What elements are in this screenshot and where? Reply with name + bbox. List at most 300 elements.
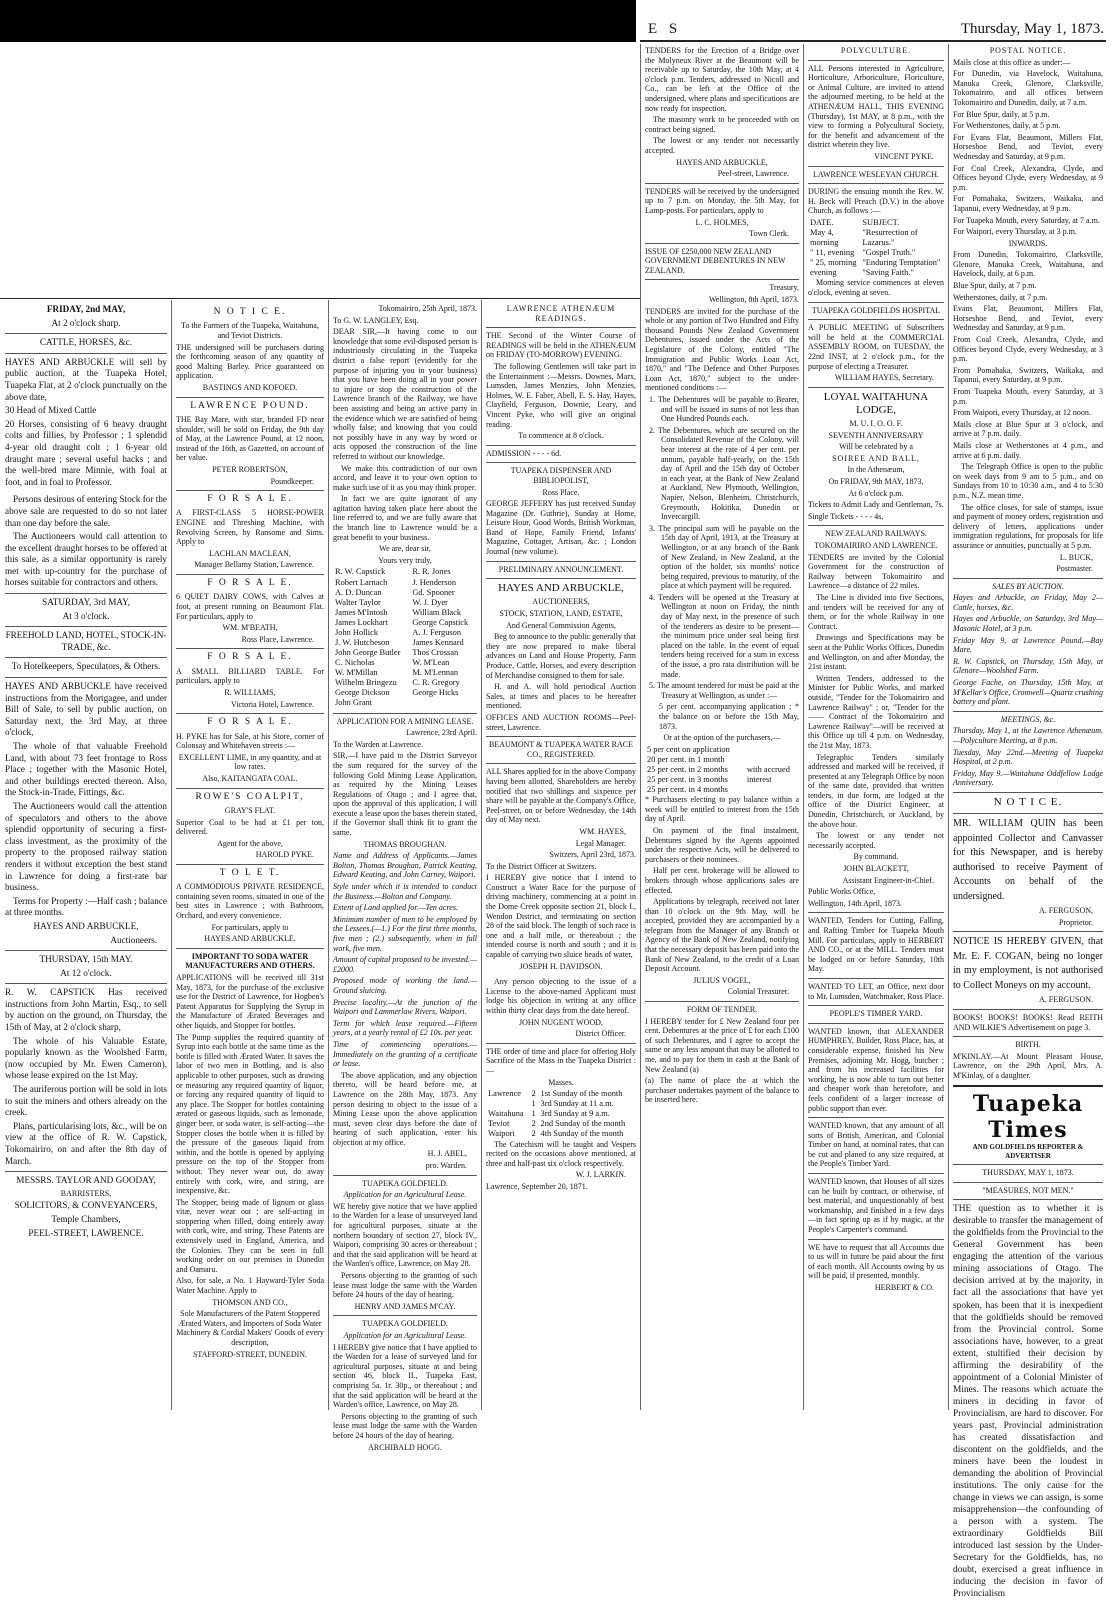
signature: THOMSON AND CO., [212,1297,288,1307]
notice-subheading: Application for an Agricultural Lease. [343,1330,467,1340]
dateline: Treasury, [769,283,799,293]
paragraph: THE Bay Mare, with star, branded FD near shoulder, will be sold on Friday, the 9th day of May, at the Lawrence Pound, at 12 noon, instead of the 16th, as Gazetted, on account of her value. [176,414,324,463]
signature: THOMAS BROUGHAN. [363,839,447,849]
paragraph: I HEREBY give notice that I intend to Construct a Water Race for the purpose of driving machinery, commencing at a point in the Dome Creek opposite section 21, block I., Wendon District, and terminating on section 28 of the said block. The length of such race is one and a half mile, or thereabout ; the intended course is north and south ; and it is capable of carrying two sluice heads of water, [486,873,636,960]
dateline: Tokomairiro, 25th April, 1873. [378,304,477,313]
table-cell: May 4, morning [810,227,839,248]
paragraph: 5 per cent. accompanying application ; * the balance on or before the 15th May, 1873. [659,702,799,731]
paragraph: The Pump supplies the required quantity of Syrup into each bottle at the same time as the bottle is filled with Ærated Water. It saves the labor of two men in Bottling, and is also applicable to other purposes, such as drawing or measuring any required quantity of liquor, or forcing any required quantity of liquid to any place. The Stopper for bottles containing ærated or gaseous liquids, such as lemonade, ginger beer, or soda water, is self-acting—the Stopper closes the bottle when it is filled by the pressure of the gaseous liquid from within, and the bottle is opened by applying pressure on the top of the Stopper from without. They never wear out, do away entirely with cork, wire, and string, are inexpensive, &c. [176,1032,324,1196]
firm-line: Temple Chambers, [51,1213,121,1224]
table-cell: R. R. Jones [412,567,451,577]
table-row [645,765,799,775]
table-cell: " 11, evening [810,248,855,258]
paragraph: A COMMODIOUS PRIVATE RESIDENCE, containing seven rooms, situated in one of the best sites in Lawrence ; with Bathroom, Orchard, and every convenience. [176,882,324,921]
paragraph: Extent of Land applied for.—Ten acres. [333,903,458,913]
signature-title: Assistant Engineer-in-Chief. [842,875,934,885]
notice-heading: F O R S A L E. [207,652,293,663]
paragraph: In fact we are quite ignorant of any agitation having taken place here about the line referred to, and we are fully aware that the branch line to Lawrence would be a great benefit to your business. [333,494,477,542]
signature: H. J. ABEL, [427,1149,467,1159]
paragraph: 6 QUIET DAIRY COWS, with Calves at foot, at present running on Beaumont Flat. For particulars, apply to [176,592,324,621]
paragraph: WANTED known, that any amount of all sorts of British, American, and Colonial Timber on hand, at nominal rates, that can be cut and planed to any size required, at the People's Timber Yard. [808,1121,944,1169]
conditions-list [645,395,799,700]
paragraph: WANTED known, that Houses of all sizes can be built by contract, or otherwise, of best material, and unquestionably of best workmanship, and finished in a few days—in fact spring up as if by magic, at the People's Carpenter's command. [808,1177,944,1235]
table-row [645,755,799,765]
signature: JOHN NUGENT WOOD, [519,1017,603,1027]
paragraph: The Auctioneers would call attention to the excellent draught horses to be offered at this sale, as a similar opportunity is rarely met with up-country for the purchase of horses suitable for contractors and others. [5,531,167,588]
list-item: For Dunedin, via Havelock, Waitahuna, Manuka Creek, Glenore, Clarksville, Tokomairiro, and all offices between Tokomairiro and Dunedin, daily, at 7 a.m. [953,69,1103,107]
signature-title: Manager Bellamy Station, Lawrence. [194,560,314,570]
table-cell: "Gospel Truth." [862,248,916,258]
signature: LACHLAN MACLEAN, [209,548,291,558]
notice-heading: APPLICATION FOR A MINING LEASE. [336,716,474,726]
paragraph: Superior Coal to be had at £1 per ton, delivered. [176,817,324,837]
signature: VINCENT PYKE. [874,151,934,161]
column-rule [640,44,641,1410]
table-cell: R. W. Capstick [335,567,386,577]
closing: Yours very truly, [378,555,432,565]
table-row [645,785,799,795]
newspaper-date: THURSDAY, MAY 1, 1873. [982,1168,1074,1178]
table-cell: William Black [412,607,462,617]
signature: L. C. HOLMES, [695,217,749,227]
table-cell: James Kennard [412,637,464,647]
table-row [333,658,477,668]
list-item: For Wetherstones, daily, at 5 p.m. [953,121,1061,131]
paragraph: On payment of the final instalment, Debentures signed by the Agents appointed under the respective Acts, will be delivered to purchasers or their nominees. [645,825,799,864]
notice-heading: PRELIMINARY ANNOUNCEMENT. [498,564,624,574]
list-item: Thursday, May 1, at the Lawrence Athenæum.—Polyculture Meeting, at 8 p.m. [953,726,1103,745]
paragraph: The Catechism will be taught and Vespers recited on the occasions above mentioned, at three and half-past six o'clock respectively. [486,1139,636,1168]
notice-heading: NEW ZEALAND RAILWAYS. [825,529,927,539]
addressee: To the Warden at Lawrence. [333,739,423,749]
list-item: For Blue Spur, daily, at 5 p.m. [953,109,1050,119]
sale-time: At 3 o'clock. [62,610,110,621]
signature-address: Wellington, 14th April, 1873. [808,898,903,908]
table-row [333,668,477,678]
paragraph: OFFICES AND AUCTION ROOMS—Peel-street, Lawrence. [486,712,636,732]
table-cell: 2nd Sunday of the month [540,1119,626,1129]
list-item: For Evans Flat, Beaumont, Millers Flat, Horseshoe Bend, and Teviot, every Wednesday and Saturday, at 9 p.m. [953,132,1103,161]
table-row [808,248,944,258]
table-row [486,1119,636,1129]
table-cell: John Grant [335,698,372,708]
signature: JULIUS VOGEL, [693,975,751,985]
paragraph: TENDERS for the Erection of a Bridge over the Molyneux River at the Beaumont will be receivable up to Saturday, the 10th May, at 4 o'clock p.m. Tenders, addressed to Nicoll and Co., can be left at the Office of the undersigned, where plans and specifications are now ready for inspection. [645,46,799,113]
paragraph: Minimum number of men to be employed by the Lessees.(—1.) For the first three months, five men ; (2.) subsequently, when in full work, five men. [333,914,477,953]
table-row [333,618,477,628]
paragraph: At 6 o'clock p.m. [848,488,904,498]
dateline: Wellington, 8th April, 1873. [708,295,799,305]
signature-address: Public Works Office, [808,887,876,897]
paragraph: The whole of that valuable Freehold Land, with about 73 feet frontage to Ross Place ; together with the Masonic Hotel, and other buildings erected thereon. Also, the Stock-in-Trade, Fittings, &c. [5,741,167,798]
sale-date: FRIDAY, 2nd MAY, [46,304,126,314]
notice-heading: PEOPLE'S TIMBER YARD. [829,1009,923,1019]
table-row [486,1129,636,1139]
paragraph: Or at the option of the purchasers,— [663,733,781,743]
notice-subheading: GRAY'S FLAT. [224,805,276,815]
firm-line: And General Commission Agents, [506,620,616,630]
signature-title: Town Clerk. [749,229,789,239]
signature-title: pro. Warden. [425,1161,467,1171]
firm-line: BARRISTERS, [60,1188,112,1198]
column-6 [805,46,947,1412]
notice-heading: BEAUMONT & TUAPEKA WATER RACE CO., REGISTERED. [488,740,633,759]
table-cell: W. M'Lean [412,658,450,668]
table-cell: A. D. Duncan [335,587,382,597]
newspaper-motto: "MEASURES, NOT MEN." [982,1185,1074,1195]
paragraph: MR. WILLIAM QUIN has been appointed Collector and Canvasser for this Newspaper, and is hereby authorised to receive Payment of Accounts on behalf of the undersigned. [953,818,1103,902]
table-cell: 20 per cent. in 1 month [647,754,725,764]
paragraph: The above application, and any objection thereto, will be heard before me, at Lawrence on the 28th May, 1873. Any person desiring to object to the issue of a Mining Lease upon the above application must, seven clear days before the date of hearing of such application, enter his objection at my office. [333,1070,477,1147]
addressee: To G. W. LANGLEY, Esq. [333,315,419,325]
paragraph: M'KINLAY.—At Mount Pleasant House, Lawrence, on the 29th April, Mrs. A. M'Kinlay, of a daughter. [953,1051,1103,1080]
table-cell: Lawrence [488,1089,522,1099]
paragraph: Persons desirous of entering Stock for the above sale are requested to do so not later than one day before the sale. [5,494,167,528]
list-item: For Tuapeka Mouth, every Saturday, at 7 a.m. [953,215,1100,225]
table-row [808,258,944,268]
table-cell: C. R. Gregory [412,678,460,688]
table-cell: 25 per cent. in 4 months [647,785,728,795]
signature-title: Victoria Hotel, Lawrence. [230,699,314,709]
table-cell: George Dickson [335,688,390,698]
paragraph: Persons objecting to the granting of such lease must lodge the same with the Warden before 24 hours of the day of hearing. [333,1271,477,1300]
paragraph: The whole of his Valuable Estate, popularly known as the Woolshed Farm, (now occupied by Mr. Ewen Cameron), whose lease expired on the 1st May. [5,1035,167,1081]
paragraph: WE hereby give notice that we have applied to the Warden for a lease of unsurveyed land for agricultural purposes, situate at the northern boundary of section 27, block IV., Waipori, comprising 30 acres or thereabout ; and that the said application will be heard at the Warden's office, Lawrence, on May 28. [333,1201,477,1269]
paragraph: Name and Address of Applicants.—James Bolton, Thomas Broughan, Patrick Keating, Edward Keating, and John Carney, Waipori. [333,851,477,880]
table-cell: J. Henderson [412,577,457,587]
table-row [333,628,477,638]
table-cell: 25 per cent. in 3 months [647,775,728,785]
table-row [333,608,477,618]
table-row [333,678,477,688]
signature-title: Postmaster. [1056,564,1093,574]
postal-outward-list [953,69,1103,237]
paragraph: We make this contradiction of our own accord, and leave it to your own option to make such use of it as you may think proper. [333,463,477,492]
signature-title: Colonial Treasurer. [727,987,789,997]
paragraph: Persons objecting to the granting of such lease must lodge the same with the Warden before 24 hours of the day of hearing. [333,1411,477,1440]
paragraph: EXCELLENT LIME, in any quantity, and at low rates. [178,752,322,772]
paragraph: The Auctioneers would call the attention of speculators and others to the above splendid opportunity of securing a first-class investment, as the proximity of the property to the proposed railway station renders it without exception the best stand in Lawrence for doing a first-rate bar business. [5,800,167,893]
table-cell: " 25, morning [810,258,857,268]
notice-heading: ROWE'S COALPIT, [195,791,305,802]
paragraph: BOOKS! BOOKS! BOOKS! Read REITH AND WILKIE'S Advertisement on page 3. [953,1012,1103,1032]
signature: A. FERGUSON, [1038,906,1093,916]
paragraph: Tickets to Admit Lady and Gentleman, 7s. [808,500,944,510]
table-cell: M. M'Lennan [412,668,459,678]
signature: WM. M'BEATH, [222,623,278,633]
sermon-schedule-table [808,218,944,278]
paragraph: Agent for the above, [217,838,283,848]
table-cell: Gd. Spooner [412,587,455,597]
list-item: Tuesday, May 22nd.—Meeting of Tuapeka Hospital, at 2 p.m. [953,747,1103,767]
notice-heading: MEETINGS, &c. [1000,714,1056,724]
notice-subheading: TOKOMAIRIRO AND LAWRENCE. [814,541,938,551]
paragraph: Telegraphic Tenders similarly addressed and marked will be received, if presented at any Telegraph Office by noon of the same date, provided that written tenders, in due form, are lodged at the office of the District Engineer, at Dunedin, Christchurch, or Auckland, by the above hour. [808,752,944,829]
column-4 [483,304,639,1412]
firm-line: AUCTIONEERS, [532,597,590,607]
signature: PETER ROBERTSON, [212,464,288,474]
column-rule [171,300,172,1410]
paragraph: DEAR SIR,—It having come to our knowledge that some evil-disposed person is industriously circulating in the Tuapeka district a false report (evidently for the purpose of injuring you in your business) that you have been doing all in your power to injure or stop the construction of the Lawrence branch of the Railway, we have been assisting and being an active party in the evidence which we are satisfied of being wholly false; and knowing that you could not possibly have in any way by word or acts opposed the construction of the line referred to without our knowledge. [333,327,477,461]
signature: JOSEPH H. DAVIDSON. [519,961,603,971]
paragraph: Morning service commences at eleven o'clock, evening at seven. [808,278,944,297]
table-cell: James M'Intosh [335,607,388,617]
firm-name: HAYES AND ARBUCKLE, [498,582,624,595]
table-cell: Thos Crossan [412,648,459,658]
sale-date: THURSDAY, 15th MAY. [39,954,133,965]
firm-line: PEEL-STREET, LAWRENCE. [28,1227,144,1238]
paragraph: WE have to request that all Accounts due to us will in future be paid about the first of each month. All Accounts owing by us will be paid, if presented, monthly. [808,1242,944,1281]
table-cell [486,1099,530,1109]
paragraph: Will be celebrated by a [839,442,913,452]
signature: R. WILLIAMS, [224,687,276,697]
list-item: From Dunedin, Tokomairiro, Clarksville, Glenore, Manuka Creek, Waitahuna, and Havelock, daily, at 6 p.m. [953,250,1103,279]
paragraph: WANTED, Tenders for Cutting, Falling, and Rafting Timber for Tuapeka Mouth Mill. For particulars, apply to HERBERT AND CO., or at the MILL. Tenders must be lodged on or before Saturday, 10th May. [808,916,944,974]
form-text: I HEREBY tender for £ New Zealand four per cent. Debentures at the price of £ for each £100 of such Debentures, and I agree to accept the same or any less amount that may be allotted to me, and to pay for them in cash at the Bank of New Zealand (a) [645,1016,799,1074]
table-cell: evening [810,268,837,278]
paragraph: NOTICE IS HEREBY GIVEN, that Mr. E. F. COGAN, being no longer in my employment, is not authorised to Collect Moneys on my account. [953,936,1103,991]
masthead-rule [640,40,1106,42]
table-cell: Wilhelm Bringezu [335,678,397,688]
paragraph: Term for which lease required.—Fifteen years, at a yearly rental of £2 10s. per year. [333,1018,477,1038]
notice-heading: POSTAL NOTICE. [989,46,1067,55]
signature-title: Proprietor. [1059,917,1093,927]
paragraph: The lowest or any tender not necessarily accepted. [645,136,799,155]
signature: HAYES AND ARBUCKLE, [676,157,768,167]
table-cell: "Enduring Temptation" [862,258,941,268]
paragraph: THE undersigned will be purchasers during the forthcoming season of any quantity of good Malting Barley. Price guaranteed on application. [176,342,324,381]
paragraph: Also, for sale, a No. 1 Hayward-Tyler Soda Water Machine. Apply to [176,1276,324,1296]
table-header: DATE. [810,217,834,227]
sale-lot: 20 Horses, consisting of 6 heavy draught colts and fillies, by Professor ; 1 splendid 4-year old draught colt ; 1 6-year old draught mare ; several useful hacks ; and the well-bred mare Minnie, with foal at foot, and in foal to Professor. [5,418,167,487]
list-item: Hayes and Arbuckle, on Friday, May 2—Cattle, horses, &c. [953,593,1103,612]
paragraph: A PUBLIC MEETING of Subscribers will be held at the COMMERCIAL ASSEMBLY ROOM, on TUESDAY, the 22nd INST, at 2 o'clock p.m., for the purpose of electing a Treasurer. [808,323,944,371]
list-item: Mails close at Wetherstones at 4 p.m., and arrive at 6 p.m. daily. [953,440,1103,460]
signature: WILLIAM HAYES, Secretary. [834,373,934,383]
table-cell: 2 [531,1089,536,1099]
notice-subheading: Application for an Agricultural Lease. [343,1190,467,1200]
table-cell: C. Nicholas [335,658,375,668]
list-item: 4. Tenders will be opened at the Treasury at Wellington at noon on Friday, the ninth day of May next, in the presence of such of the tenderers as desire to be present—the minimum price under seal being first placed on the table. In the event of equal tenders being received for a sum in excess of the issue, a pro rata distribution will be made. [649,592,799,679]
table-row [808,268,944,278]
editorial-text: THE question as to whether it is desirable to transfer the management of the goldfields from the Provincial to the General Government has been engaging the attention of the various mining associations of Otago. The decision arrived at by the majority, in fact all the associations that have yet spoken, has been that it is inexpedient that the goldfields should be removed from the Provincial control. Some associations have, however, to a great extent, stultified their decision by affirming the desirability of the appointment of a Colonial Minister of Mines. The reasons which actuate the miners in deciding in favor of Provincialism, are hard to discover. For years past, Provincial administration has created dissatisfaction and discontent on the goldfields, and the miners have been the loudest in demanding the abolition of Provincial institutions. The only cause for the change in views we can assign, is some misapprehension—the confounding of a person with a system. The extraordinary Goldfields Bill introduced last session by the Under-Secretary for the Goldfields, has, no doubt, exercised a great influence in inducing the decision in favor of Provincialism [953,1204,1103,1600]
notice-heading: TUAPEKA GOLDFIELD. [362,1319,448,1329]
notice-heading: ISSUE OF £250,000 NEW ZEALAND GOVERNMENT DEBENTURES IN NEW ZEALAND. [645,246,786,275]
paragraph: SIR,—I have paid to the District Surveyor the sum required for the survey of the following Gold Mining Lease Application, as required by the Mining Leases Regulations of Otago ; and I agree that, upon the approval of this application, I will execute a lease upon the bases therein stated, if the Governor shall think fit to grant the same. [333,751,477,838]
paragraph: The Stopper, being made of lignum or glass vitæ, never wear out ; are self-acting in stoppering when filled, doing entirely away with cork, wire, and string. These Patents are extensively used in England, America, and the Colonies. They can be seen in full working order on our premises in Dunedin and Oamaru. [176,1197,324,1274]
sale-intro: R. W. CAPSTICK Has received instructions from John Martin, Esq., to sell by auction on the ground, on Thursday, the 15th of May, at 2 o'clock sharp, [5,987,167,1033]
signature: BASTINGS AND KOFOED. [202,382,298,392]
table-cell: 2 [531,1129,536,1139]
paragraph: To commence at 8 o'clock. [518,431,604,441]
table-cell: 3rd Sunday at 9 a.m. [540,1109,610,1119]
table-row [333,698,477,708]
list-item: Friday May 9, at Lawrence Pound.—Bay Mare. [953,635,1103,655]
notice-heading: LAWRENCE POUND. [190,400,310,411]
paragraph: H. and A. will hold periodical Auction Sales, at times and places to be hereafter mentioned. [486,682,636,711]
notice-subheading: M. U. I. O. O. F. [849,419,903,429]
list-item: For Coal Creek, Alexandra, Clyde, and Offices beyond Clyde, every Wednesday, at 9 p.m. [953,163,1103,192]
paragraph: Beg to announce to the public generally that they are now prepared to make liberal advances on Land and House Property, Farm Produce, Cattle, Horses, and every description of Merchandise consigned to them for sale. [486,632,636,680]
notice-heading: F O R S A L E. [207,494,293,505]
paragraph: DURING the ensuing month the Rev. W. H. Beck will Preach (D.V.) in the above Church, as follows :— [808,187,944,216]
list-item: R. W. Capstick, on Thursday, 15th May, at Glenore—Woolshed Farm. [953,656,1103,676]
postal-inward-list [953,250,1103,460]
masthead [648,20,1104,36]
sale-time: At 2 o'clock sharp. [51,317,121,328]
table-cell: George Capstick [412,617,469,627]
sale-subject: FREEHOLD LAND, HOTEL, STOCK-IN-TRADE, &c. [5,630,167,652]
signature: HERBERT & CO. [874,1283,934,1292]
table-cell: W. J. Dyer [412,597,448,607]
notice-heading: BIRTH. [1015,1040,1041,1050]
signature-title: District Officer. [575,1029,626,1039]
redaction-block [0,0,636,42]
paragraph: Written Tenders, addressed to the Minister for Public Works, and marked outside, "Tender for the Tokomairiro and Lawrence Railway" ; or, "Tender for the —— Contract of the Tokomairiro and Lawrence Railway"—will be received at this Office up till 4 p.m. on Wednesday, the 21st May, 1873. [808,673,944,750]
table-row [333,588,477,598]
paragraph: For particulars, apply to [211,922,289,932]
table-cell: 1 [531,1109,536,1119]
paragraph: On FRIDAY, 9th MAY, 1873, [828,477,924,487]
signature: WM. HAYES, [579,826,626,836]
table-row [486,1109,636,1119]
table-cell: J. W. Hutcheson [335,637,390,647]
paragraph: TENDERS are invited for the purchase of the whole or any portion of Two Hundred and Fifty thousand Pounds New Zealand Government Debentures, issued under the Acts of the Legislature of the Colony, entitled "The Immigration and Public Works Loan Act, 1870," and "The Defence and Other Purposes Loan Act, 1870," subject to the under-mentioned conditions :— [645,306,799,393]
notice-audience: To the Farmers of the Tuapeka, Waitahuna, and Teviot Districts. [181,321,319,340]
paragraph: WANTED TO LET, an Office, next door to Mr. Lumsden, Watchmaker, Ross Place. [808,981,944,1001]
signature: JOHN BLACKETT, [843,864,909,874]
table-cell: interest [746,775,772,785]
paragraph: GEORGE JEFFERY has just received Sunday Magazine (Dr. Guthrie), Sunday at Home, Leisure Hour, Good Words, British Workman, Band of Hope, Family Friend, Infants' Magazine, Cottager, Artisan, &c. ; London Journal (new volume). [486,499,636,557]
paragraph: Single Tickets - - - - 4s. [808,511,884,521]
notice-heading: TUAPEKA DISPENSER AND BIBLIOPOLIST, [510,466,612,485]
table-cell: W. M'Millan [335,668,378,678]
table-cell: Teviot [488,1119,510,1129]
paragraph: A SMALL BILLIARD TABLE. For particulars, apply to [176,666,324,686]
signature-address: STAFFORD-STREET, DUNEDIN. [192,1349,308,1359]
firm-line: SOLICITORS, & CONVEYANCERS, [14,1200,158,1211]
notice-heading: N O T I C E. [213,307,287,317]
paragraph: The lowest or any tender not necessarily accepted. [808,831,944,850]
paragraph: By command. [853,852,899,862]
notice-heading: LOYAL WAITAHUNA LODGE, [823,390,929,416]
notice-subheading: INWARDS. [1008,238,1048,248]
paragraph: TENDERS are invited by the Colonial Government for the construction of Railway between Tokomairiro and Lawrence—a distance of 22 miles. [808,552,944,591]
form-heading: FORM OF TENDER. [686,1005,758,1015]
table-cell: 4th Sunday of the month [540,1129,624,1139]
table-row [808,228,944,248]
notice-heading: TUAPEKA GOLDFIELDS HOSPITAL [811,305,941,315]
notice-heading: SEVENTH ANNIVERSARY [828,430,924,440]
notice-heading: IMPORTANT TO SODA WATER MANUFACTURERS AND OTHERS. [185,951,315,971]
newspaper-title: Tuapeka Times [972,1090,1084,1143]
table-cell [745,755,799,765]
table-row [333,648,477,658]
table-cell: John George Butler [335,648,401,658]
table-cell: Walter Taylor [335,597,381,607]
table-cell [745,785,799,795]
paragraph: Mails close at this office as under:— [953,57,1071,67]
table-cell: "Resurrection of Lazarus." [862,227,918,248]
table-cell: 25 per cent. in 2 months [647,764,728,774]
paragraph: A FIRST-CLASS 5 HORSE-POWER ENGINE and Threshing Machine, with Revolving Screen, by Ransome and Sims. Apply to [176,508,324,547]
paragraph: ALL Persons interested in Agriculture, Horticulture, Arboriculture, Floriculture, or Animal Culture, are invited to attend the adjourned meeting, to be held at the ATHENÆUM HALL, THIS EVENING (Thursday), 1st MAY, at 8 p.m., with the view to forming a Polycultural Society, for the benefit and advancement of the district wherein they live. [808,63,944,150]
list-item: Blue Spur, daily, at 7 p.m. [953,281,1037,291]
notice-heading: TUAPEKA GOLDFIELD. [362,1178,448,1188]
table-cell: 5 per cent on application [647,744,730,754]
firm-name: MESSRS. TAYLOR AND GOODAY, [16,1175,156,1186]
signature-title: Peel-street, Lawrence. [717,169,789,179]
table-cell: "Saving Faith." [862,268,914,278]
firm-line: STOCK, STATION, LAND, ESTATE, [499,609,623,619]
column-1 [2,304,170,1412]
form-note: (a) The name of place the at which the purchaser undertakes payment of the balance to be inserted here. [645,1076,799,1105]
list-item: 5. The amount tendered for must be paid at the Treasury at Wellington, as under :— [649,681,799,700]
sale-intro: HAYES AND ARBUCKLE have received instructions from the Mortgagee, and under Bill of Sale, to sell by public auction, on Saturday next, the 3rd May, at three o'clock, [5,681,167,738]
paragraph: Any person objecting to the issue of a License to the above-named Applicant must lodge his objection in writing at any office within thirty clear days from the date hereof. [486,977,636,1015]
addressee: To the District Officer at Switzers. [486,861,597,871]
table-row [486,1089,636,1099]
list-item: From Coal Creek, Alexandra, Clyde, and Offices beyond Clyde, every Wednesday, at 3 p.m. [953,335,1103,364]
paragraph: The masonry work to be proceeded with on contract being signed. [645,115,799,134]
column-rule [481,300,482,1410]
column-2 [173,304,327,1412]
signature: W. J. LARKIN. [575,1170,626,1180]
signature-title: Sole Manufacturers of the Patent Stoppered Ærated Waters, and Importers of Soda Water Machinery & Cordial Makers' Goods of every description, [176,1309,324,1347]
paragraph: The Telegraph Office is open to the public on week days from 9 am to 5 p.m., and on Sundays from 10 to 10:30 a.m., and 4 to 5:30 p.m., N.Z. mean time. [953,462,1103,500]
paragraph: The office closes, for sale of stamps, issue and payment of money orders, registration and delivery of letters, applications under immigration regulations, for proposals for life assurance or annuities, punctually at 5 p.m. [953,502,1103,550]
signature: HENRY AND JAMES M'CAY. [354,1301,456,1311]
paragraph: SOIREE AND BALL, [832,453,920,463]
list-item: 1. The Debentures will be payable to Bearer, and will be issued in sums of not less than One Hundred Pounds each. [649,395,799,424]
signature: L. BUCK, [1059,552,1093,562]
paragraph: Drawings and Specifications may be seen at the Public Works Offices, Dunedin and Wellington, on and after Monday, the 21st instant. [808,633,944,672]
signature: ARCHIBALD HOGG. [368,1442,442,1452]
notice-heading: LAWRENCE WESLEYAN CHURCH. [812,169,940,179]
meetings-list [953,726,1103,788]
sale-lot: 30 Head of Mixed Cattle [5,405,97,416]
paragraph: Also, KAITANGATA COAL. [202,773,298,783]
table-cell: Robert Larnach [335,577,388,587]
column-rule [328,300,329,1410]
list-item: Evans Flat, Beaumont, Millers Flat, Horseshoe Bend, and Teviot, every Wednesday and Saturday, at 9 p.m. [953,304,1103,333]
list-item: 2. The Debentures, which are secured on the Consolidated Revenue of the Colony, will bear interest at the rate of 4 per cent. per annum, payable half-yearly, on the 15th day of April and the 15th day of October in each year, at the Bank of New Zealand at Auckland, New Plymouth, Wellington, Napier, Nelson, Blenheim, Christchurch, Greymouth, Hokitika, Dunedin or Invercargill. [649,425,799,522]
paragraph: THE Second of the Winter Course of READINGS will be held in the ATHENÆUM on FRIDAY (TO-MORROW) EVENING. [486,331,636,360]
paragraph: WANTED known, that ALEXANDER HUMPHREY, Builder, Ross Place, has, at considerable expense, finished his New Premises, adjoining Mr. Hogg, butcher ; and from his increased facilities for working, he is now able to turn out better and cheaper work than heretofore, and feels confident of a larger increase of public support than ever. [808,1026,944,1113]
dateline: Lawrence, September 20, 1871. [486,1181,588,1191]
table-cell: 1st Sunday of the month [540,1089,623,1099]
signature: HAYES AND ARBUCKLE, [33,920,139,931]
table-row [645,775,799,785]
paragraph: THE order of time and place for offering Holy Sacrifice of the Mass in the Tuapeka District :— [486,1046,636,1075]
signature: HAROLD PYKE. [255,850,314,860]
footnote: * Purchasers electing to pay balance within a week will be entitled to interest from the 15th day of April. [645,795,799,824]
masthead-fragment: E S [648,21,682,37]
paragraph: The Line is divided into five Sections, and tenders will be received for any of them, or for the whole Railway in one Contract. [808,593,944,631]
paragraph: In the Athenæum, [847,465,905,475]
table-row [486,1099,636,1109]
mass-schedule-table [486,1089,636,1139]
paragraph: Half per cent. brokerage will be allowed to brokers through whose applications sales are effected. [645,866,799,895]
paragraph: Amount of capital proposed to be invested.—£2000. [333,955,477,974]
list-item: Hayes and Arbuckle, on Saturday, 3rd May—Masonic Hotel, at 3 p.m. [953,614,1103,634]
table-cell [745,745,799,755]
table-cell: 2 [531,1119,536,1129]
paragraph: Plans, particularising lots, &c., will be on view at the office of R. W. Capstick, Tokomairiro, on and after the 8th day of March. [5,1120,167,1166]
table-row [333,688,477,698]
notice-heading: LAWRENCE ATHENÆUM READINGS. [506,304,616,323]
list-item: Friday, May 9.—Waitahuna Oddfellow Lodge Anniversary. [953,768,1103,788]
